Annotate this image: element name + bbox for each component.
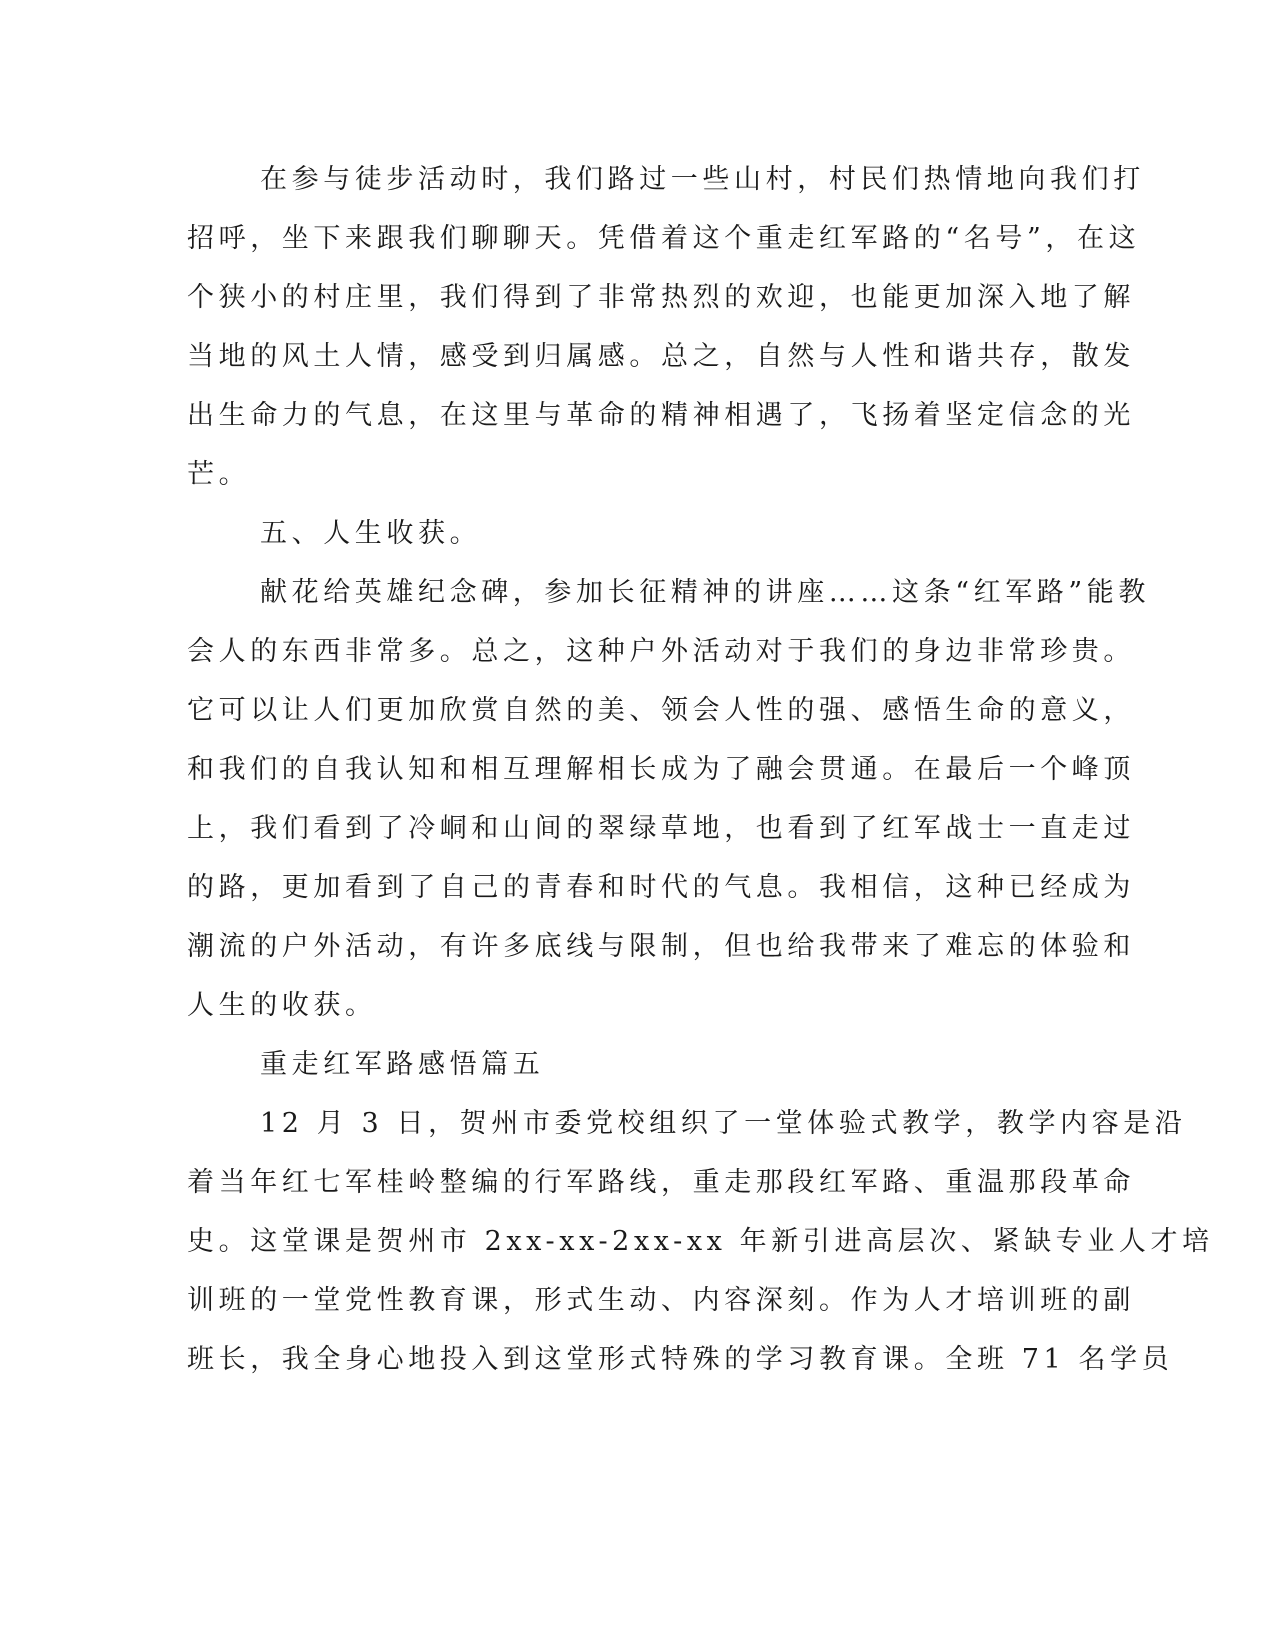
text-line: 会人的东西非常多。总之，这种户外活动对于我们的身边非常珍贵。 (187, 636, 1135, 667)
text-line: 潮流的户外活动，有许多底线与限制，但也给我带来了难忘的体验和 (187, 931, 1135, 962)
text-line: 在参与徒步活动时，我们路过一些山村，村民们热情地向我们打 (260, 164, 1145, 195)
section-heading: 重走红军路感悟篇五 (260, 1049, 545, 1080)
text-line: 的路，更加看到了自己的青春和时代的气息。我相信，这种已经成为 (187, 872, 1135, 903)
text-line: 12 月 3 日，贺州市委党校组织了一堂体验式教学，教学内容是沿 (260, 1108, 1187, 1139)
text-line: 史。这堂课是贺州市 2xx-xx-2xx-xx 年新引进高层次、紧缺专业人才培 (187, 1226, 1214, 1257)
text-line: 献花给英雄纪念碑，参加长征精神的讲座……这条“红军路”能教 (260, 577, 1151, 608)
text-line: 招呼，坐下来跟我们聊聊天。凭借着这个重走红军路的“名号”，在这 (187, 223, 1141, 254)
section-heading: 五、人生收获。 (260, 518, 482, 549)
text-line: 出生命力的气息，在这里与革命的精神相遇了，飞扬着坚定信念的光 (187, 400, 1135, 431)
text-line: 个狭小的村庄里，我们得到了非常热烈的欢迎，也能更加深入地了解 (187, 282, 1135, 313)
text-line: 芒。 (187, 459, 251, 490)
text-line: 训班的一堂党性教育课，形式生动、内容深刻。作为人才培训班的副 (187, 1285, 1135, 1316)
text-line: 上，我们看到了冷峒和山间的翠绿草地，也看到了红军战士一直走过 (187, 813, 1135, 844)
text-line: 人生的收获。 (187, 990, 377, 1021)
text-line: 班长，我全身心地投入到这堂形式特殊的学习教育课。全班 71 名学员 (187, 1344, 1174, 1375)
text-line: 着当年红七军桂岭整编的行军路线，重走那段红军路、重温那段革命 (187, 1167, 1135, 1198)
text-line: 和我们的自我认知和相互理解相长成为了融会贯通。在最后一个峰顶 (187, 754, 1135, 785)
text-line: 当地的风土人情，感受到归属感。总之，自然与人性和谐共存，散发 (187, 341, 1135, 372)
text-line: 它可以让人们更加欣赏自然的美、领会人性的强、感悟生命的意义， (187, 695, 1135, 726)
